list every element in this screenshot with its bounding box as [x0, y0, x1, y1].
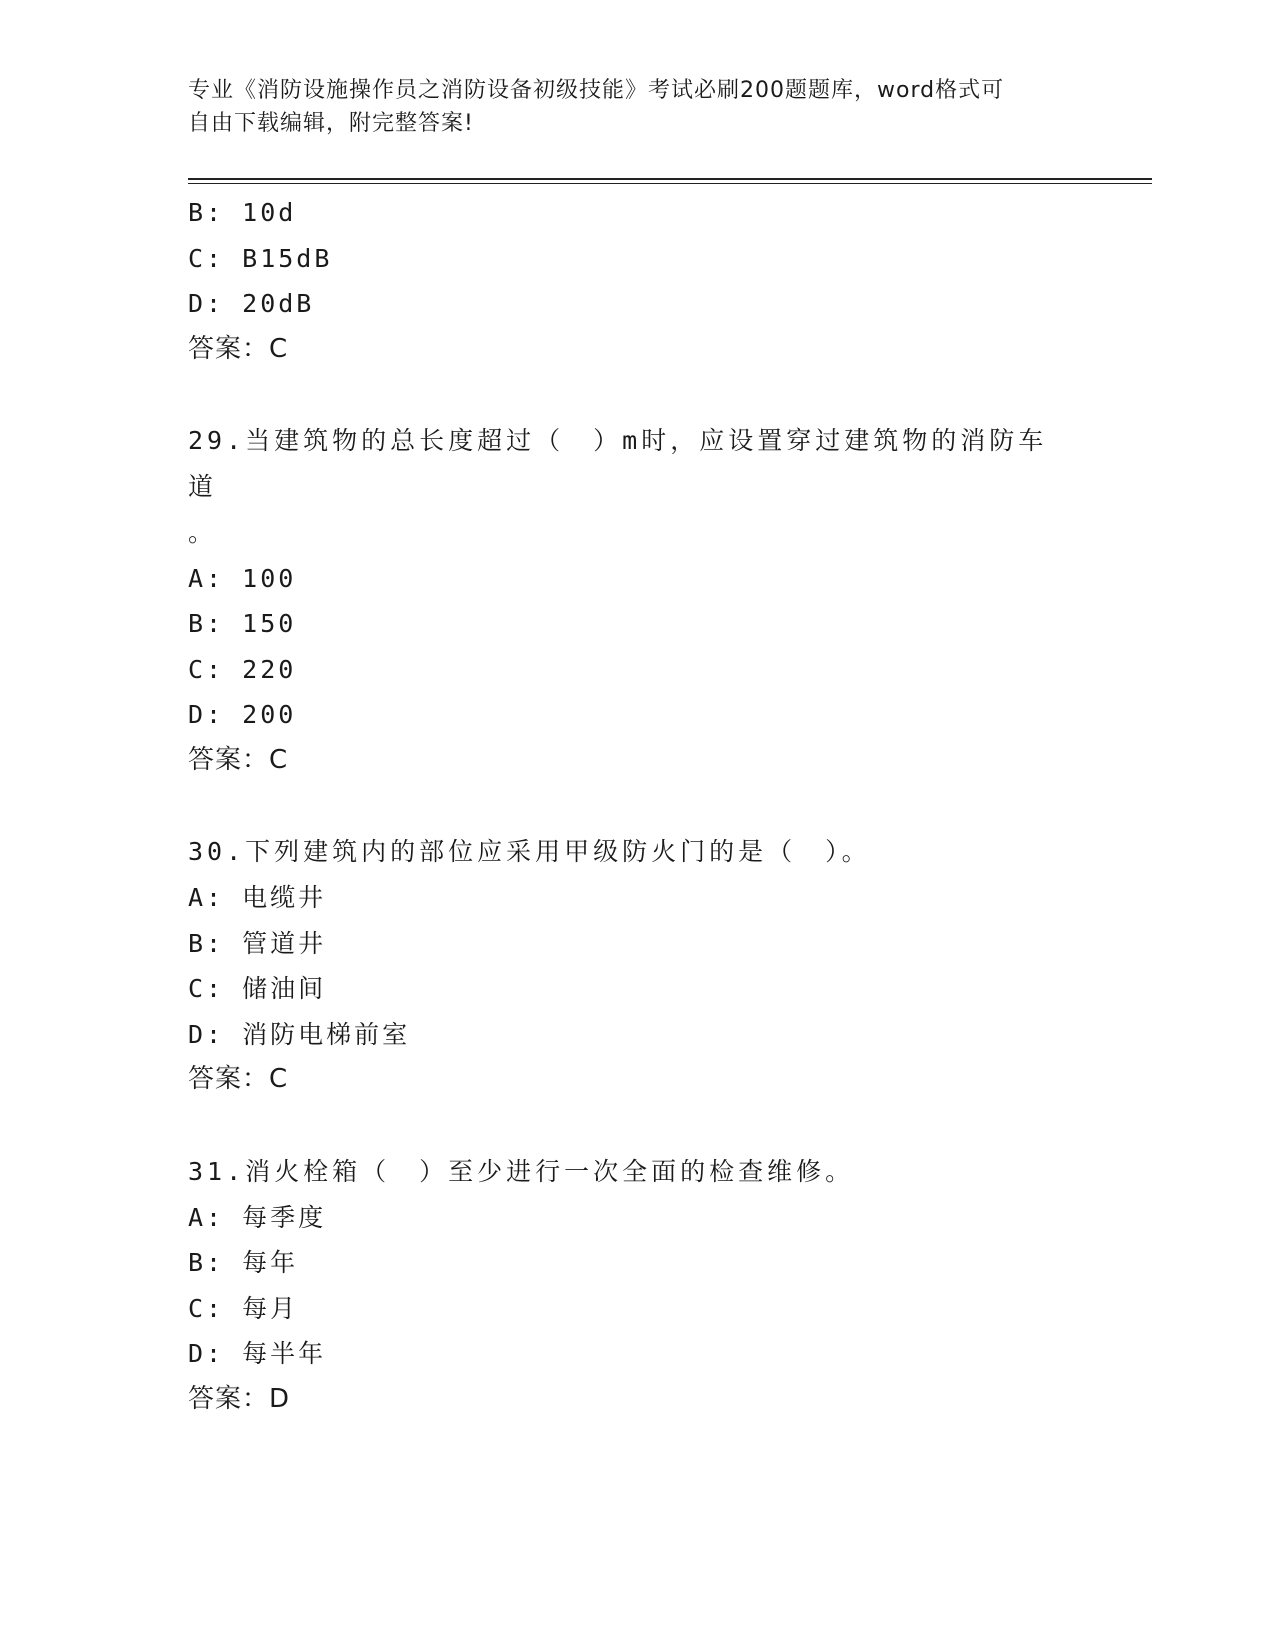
- document-header: [188, 74, 1068, 140]
- option-c: C: 储油间: [188, 974, 327, 1003]
- question-31: [188, 1149, 1088, 1423]
- option-d: D: 20dB: [188, 289, 315, 318]
- answer-line: 答案：C: [188, 744, 289, 775]
- question-stem-continuation: 。: [188, 518, 217, 547]
- option-b: B: 150: [188, 609, 297, 638]
- answer-line: 答案：C: [188, 333, 289, 364]
- question-stem: 29.当建筑物的总长度超过（ ）m时，应设置穿过建筑物的消防车道: [188, 426, 1048, 501]
- option-d: D: 消防电梯前室: [188, 1019, 411, 1049]
- option-d: D: 200: [188, 700, 297, 729]
- option-c: C: B15dB: [188, 243, 333, 273]
- header-line-2: 自由下载编辑，附完整答案!: [188, 111, 474, 136]
- answer-line: 答案：C: [188, 1064, 289, 1094]
- option-a: A: 每季度: [188, 1202, 327, 1232]
- question-30: [188, 829, 1088, 1103]
- question-stem: 30.下列建筑内的部位应采用甲级防火门的是（ ）。: [188, 837, 871, 866]
- option-b: B: 每年: [188, 1248, 299, 1277]
- question-fragment: [188, 190, 1088, 372]
- option-b: B: 10d: [188, 198, 297, 227]
- header-divider-thick: [188, 178, 1152, 180]
- option-a: A: 100: [188, 563, 297, 593]
- option-c: C: 每月: [188, 1293, 299, 1323]
- option-a: A: 电缆井: [188, 883, 327, 912]
- document-body: [188, 190, 1088, 1422]
- header-divider-thin: [188, 183, 1152, 184]
- header-line-1: 专业《消防设施操作员之消防设备初级技能》考试必刷200题题库，word格式可: [188, 78, 1005, 103]
- option-d: D: 每半年: [188, 1339, 327, 1368]
- question-29: [188, 418, 1088, 783]
- answer-line: 答案：D: [188, 1383, 291, 1414]
- option-b: B: 管道井: [188, 928, 327, 958]
- question-stem: 31.消火栓箱（ ）至少进行一次全面的检查维修。: [188, 1156, 855, 1186]
- option-c: C: 220: [188, 654, 297, 684]
